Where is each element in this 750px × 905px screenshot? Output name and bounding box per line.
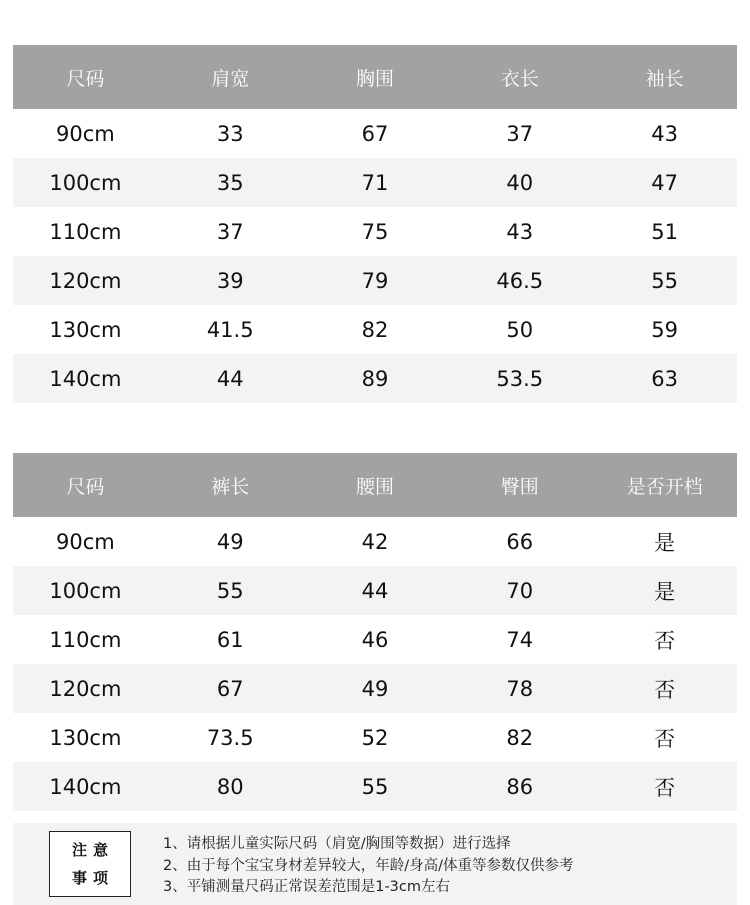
table-cell: 75 bbox=[361, 219, 389, 244]
notice-lines bbox=[163, 834, 574, 899]
notice-label-box bbox=[49, 831, 131, 897]
notice-line: 3、平铺测量尺码正常误差范围是1-3cm左右 bbox=[163, 879, 451, 895]
table-cell: 42 bbox=[361, 529, 389, 554]
table-cell: 79 bbox=[361, 268, 389, 293]
table-cell: 46.5 bbox=[496, 268, 544, 293]
table-row bbox=[13, 158, 737, 207]
header-cell-size: 尺码 bbox=[66, 67, 105, 90]
table-cell: 120cm bbox=[49, 268, 122, 293]
table-cell: 44 bbox=[216, 366, 244, 391]
bottom-table-header bbox=[13, 453, 737, 517]
table-row bbox=[13, 305, 737, 354]
table-cell: 130cm bbox=[49, 725, 122, 750]
table-cell: 80 bbox=[216, 774, 244, 799]
header-cell-open-crotch: 是否开档 bbox=[626, 475, 703, 498]
table-cell: 120cm bbox=[49, 676, 122, 701]
table-cell: 67 bbox=[361, 121, 389, 146]
table-cell: 110cm bbox=[49, 219, 122, 244]
table-cell: 49 bbox=[216, 529, 244, 554]
table-cell: 66 bbox=[506, 529, 534, 554]
table-cell: 55 bbox=[651, 268, 678, 293]
table-cell: 110cm bbox=[49, 627, 122, 652]
header-cell-length: 衣长 bbox=[500, 67, 539, 90]
table-cell: 90cm bbox=[56, 121, 115, 146]
table-row bbox=[13, 566, 737, 615]
notice-label-line2: 事项 bbox=[71, 869, 114, 887]
table-cell: 86 bbox=[506, 774, 534, 799]
notice-line: 1、请根据儿童实际尺码（肩宽/胸围等数据）进行选择 bbox=[163, 836, 511, 852]
table-cell: 100cm bbox=[49, 578, 122, 603]
header-cell-sleeve: 袖长 bbox=[645, 67, 684, 90]
table-cell: 100cm bbox=[49, 170, 122, 195]
table-cell: 33 bbox=[216, 121, 244, 146]
table-cell: 否 bbox=[654, 726, 676, 751]
table-cell: 46 bbox=[361, 627, 389, 652]
header-cell-size: 尺码 bbox=[66, 475, 105, 498]
table-cell: 89 bbox=[361, 366, 389, 391]
table-cell: 55 bbox=[361, 774, 389, 799]
table-cell: 否 bbox=[654, 628, 676, 653]
table-cell: 78 bbox=[506, 676, 534, 701]
table-cell: 63 bbox=[651, 366, 678, 391]
table-cell: 71 bbox=[361, 170, 389, 195]
top-size-table bbox=[13, 45, 737, 403]
notice-panel bbox=[13, 823, 737, 905]
table-cell: 否 bbox=[654, 775, 676, 800]
table-cell: 74 bbox=[506, 627, 534, 652]
table-cell: 51 bbox=[651, 219, 678, 244]
table-row bbox=[13, 762, 737, 811]
table-row bbox=[13, 207, 737, 256]
header-cell-shoulder: 肩宽 bbox=[211, 67, 250, 90]
table-cell: 37 bbox=[506, 121, 534, 146]
table-cell: 82 bbox=[361, 317, 389, 342]
table-cell: 49 bbox=[361, 676, 389, 701]
table-cell: 否 bbox=[654, 677, 676, 702]
table-cell: 55 bbox=[216, 578, 244, 603]
table-cell: 50 bbox=[506, 317, 534, 342]
bottom-size-table bbox=[13, 453, 737, 811]
header-cell-waist: 腰围 bbox=[355, 475, 394, 498]
table-cell: 47 bbox=[651, 170, 678, 195]
table-cell: 44 bbox=[361, 578, 389, 603]
table-row bbox=[13, 615, 737, 664]
notice-label-line1: 注意 bbox=[71, 841, 114, 859]
table-cell: 43 bbox=[506, 219, 534, 244]
header-cell-pants-length: 裤长 bbox=[211, 475, 250, 498]
header-cell-hip: 臀围 bbox=[500, 475, 539, 498]
table-cell: 40 bbox=[506, 170, 534, 195]
table-cell: 59 bbox=[651, 317, 678, 342]
table-row bbox=[13, 354, 737, 403]
table-cell: 35 bbox=[216, 170, 244, 195]
table-cell: 90cm bbox=[56, 529, 115, 554]
table-row bbox=[13, 713, 737, 762]
table-cell: 是 bbox=[654, 579, 676, 604]
notice-line: 2、由于每个宝宝身材差异较大，年龄/身高/体重等参数仅供参考 bbox=[163, 857, 574, 874]
table-cell: 是 bbox=[654, 530, 676, 555]
table-cell: 73.5 bbox=[206, 725, 254, 750]
table-cell: 39 bbox=[216, 268, 244, 293]
table-cell: 53.5 bbox=[496, 366, 544, 391]
table-cell: 41.5 bbox=[206, 317, 254, 342]
table-cell: 140cm bbox=[49, 366, 122, 391]
table-row bbox=[13, 109, 737, 158]
table-cell: 61 bbox=[216, 627, 244, 652]
header-cell-chest: 胸围 bbox=[355, 67, 394, 90]
table-cell: 82 bbox=[506, 725, 534, 750]
table-cell: 52 bbox=[361, 725, 389, 750]
table-cell: 140cm bbox=[49, 774, 122, 799]
table-cell: 43 bbox=[651, 121, 678, 146]
table-row bbox=[13, 664, 737, 713]
table-cell: 130cm bbox=[49, 317, 122, 342]
table-row bbox=[13, 256, 737, 305]
table-cell: 67 bbox=[216, 676, 244, 701]
table-cell: 70 bbox=[506, 578, 534, 603]
table-row bbox=[13, 517, 737, 566]
top-table-header bbox=[13, 45, 737, 109]
table-cell: 37 bbox=[216, 219, 244, 244]
